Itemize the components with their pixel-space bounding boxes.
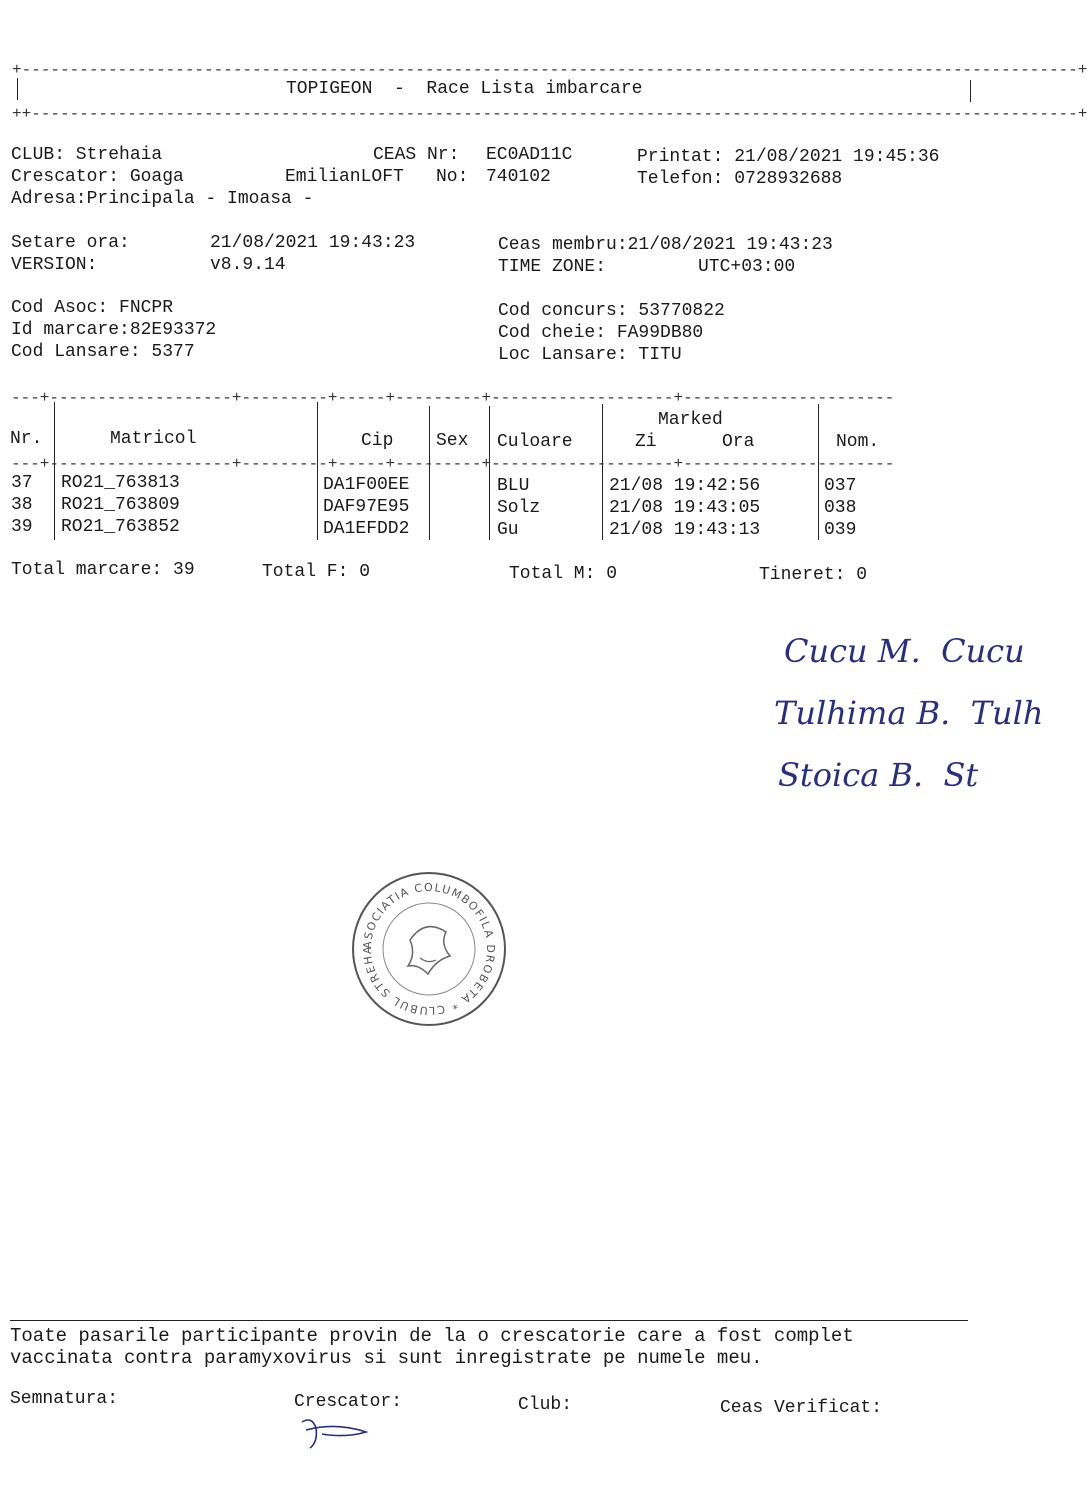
- col-sep-3: [429, 406, 430, 540]
- table-row-2-nr: 38: [11, 495, 33, 515]
- setare-ora-label: Setare ora:: [11, 233, 130, 253]
- header-marked: Marked: [658, 410, 723, 430]
- ceas-nr-value: EC0AD11C: [486, 145, 573, 165]
- table-row-3-nr: 39: [11, 517, 33, 537]
- table-row-2-marked: 21/08 19:43:05: [609, 498, 761, 518]
- header-left-border: [17, 78, 18, 100]
- id-marcare-line: Id marcare:82E93372: [11, 320, 217, 340]
- table-row-2-matricol: RO21_763809: [61, 495, 180, 515]
- handwritten-signature-1: Cucu M. Cucu: [784, 632, 1025, 670]
- table-row-1-culoare: BLU: [497, 476, 530, 496]
- table-row-3-matricol: RO21_763852: [61, 517, 180, 537]
- header-nom: Nom.: [836, 432, 880, 452]
- ceas-verificat-label: Ceas Verificat:: [720, 1398, 883, 1418]
- footer-rule: [10, 1320, 968, 1321]
- ceas-nr-label: CEAS Nr:: [373, 145, 460, 165]
- semnatura-label: Semnatura:: [10, 1389, 119, 1409]
- printat-line: Printat: 21/08/2021 19:45:36: [637, 147, 940, 167]
- time-zone-label: TIME ZONE:: [498, 257, 607, 277]
- table-row-1-nom: 037: [824, 476, 857, 496]
- time-zone-value: UTC+03:00: [698, 257, 796, 277]
- telefon-line: Telefon: 0728932688: [637, 169, 843, 189]
- table-row-2-nom: 038: [824, 498, 857, 518]
- header-cip: Cip: [361, 431, 394, 451]
- table-row-1-nr: 37: [11, 473, 33, 493]
- total-marcare: Total marcare: 39: [11, 560, 195, 580]
- table-top-border: ---+-------------------+---------+-----+---------+-------------------+----------------------: [11, 389, 895, 407]
- total-m: Total M: 0: [509, 564, 618, 584]
- table-row-1-matricol: RO21_763813: [61, 473, 180, 493]
- header-ora: Ora: [722, 432, 755, 452]
- cod-concurs-line: Cod concurs: 53770822: [498, 301, 725, 321]
- header-sex: Sex: [436, 431, 469, 451]
- table-row-3-marked: 21/08 19:43:13: [609, 520, 761, 540]
- version-value: v8.9.14: [210, 255, 286, 275]
- page-title: TOPIGEON - Race Lista imbarcare: [286, 79, 643, 99]
- cod-asoc-line: Cod Asoc: FNCPR: [11, 298, 174, 318]
- col-sep-4: [489, 406, 490, 540]
- version-label: VERSION:: [11, 255, 98, 275]
- stamp-text: ASOCIATIA COLUMBOFILA DROBETA * CLUBUL STREHA: [360, 880, 498, 1018]
- footer-declaration-line-1: Toate pasarile participante provin de la o crescatorie care a fost complet: [10, 1325, 854, 1347]
- cod-lansare-line: Cod Lansare: 5377: [11, 342, 195, 362]
- ceas-membru-line: Ceas membru:21/08/2021 19:43:23: [498, 235, 833, 255]
- club-line: CLUB: Strehaia: [11, 145, 163, 165]
- header-matricol: Matricol: [110, 429, 197, 449]
- table-row-3-culoare: Gu: [497, 520, 519, 540]
- table-row-1-cip: DA1F00EE: [323, 475, 410, 495]
- club-signature-label: Club:: [518, 1395, 573, 1415]
- header-top-border: +--------------------------------------------------------------------------------------------------------------+: [12, 61, 1087, 79]
- crescator-line: Crescator: Goaga: [11, 167, 184, 187]
- table-header-divider: ---+-------------------+---------+-----+---------+-------------------+----------------------: [11, 455, 895, 473]
- footer-declaration-line-2: vaccinata contra paramyxovirus si sunt inregistrate pe numele meu.: [10, 1347, 763, 1369]
- table-row-3-nom: 039: [824, 520, 857, 540]
- loc-lansare-line: Loc Lansare: TITU: [498, 345, 682, 365]
- header-bottom-border: ++-------------------------------------------------------------------------------------------------------------+: [12, 105, 1087, 123]
- handwritten-signature-2: Tulhima B. Tulh: [774, 694, 1044, 732]
- header-culoare: Culoare: [497, 432, 573, 452]
- header-zi: Zi: [635, 432, 657, 452]
- total-f: Total F: 0: [262, 562, 371, 582]
- header-nr: Nr.: [10, 429, 43, 449]
- crescator-signature-scribble: [296, 1414, 376, 1450]
- handwritten-signature-3: Stoica B. St: [778, 756, 979, 794]
- header-right-border: [970, 80, 971, 102]
- table-row-2-cip: DAF97E95: [323, 497, 410, 517]
- crescator-signature-label: Crescator:: [294, 1392, 403, 1412]
- setare-ora-value: 21/08/2021 19:43:23: [210, 233, 416, 253]
- adresa-line: Adresa:Principala - Imoasa -: [11, 189, 314, 209]
- loft-no-label: No:: [436, 167, 469, 187]
- tineret: Tineret: 0: [759, 565, 868, 585]
- cod-cheie-line: Cod cheie: FA99DB80: [498, 323, 704, 343]
- table-row-3-cip: DA1EFDD2: [323, 519, 410, 539]
- loft-no-value: 740102: [486, 167, 551, 187]
- table-row-1-marked: 21/08 19:42:56: [609, 476, 761, 496]
- crescator-loft: EmilianLOFT: [285, 167, 404, 187]
- club-stamp: [350, 870, 508, 1028]
- table-row-2-culoare: Solz: [497, 498, 541, 518]
